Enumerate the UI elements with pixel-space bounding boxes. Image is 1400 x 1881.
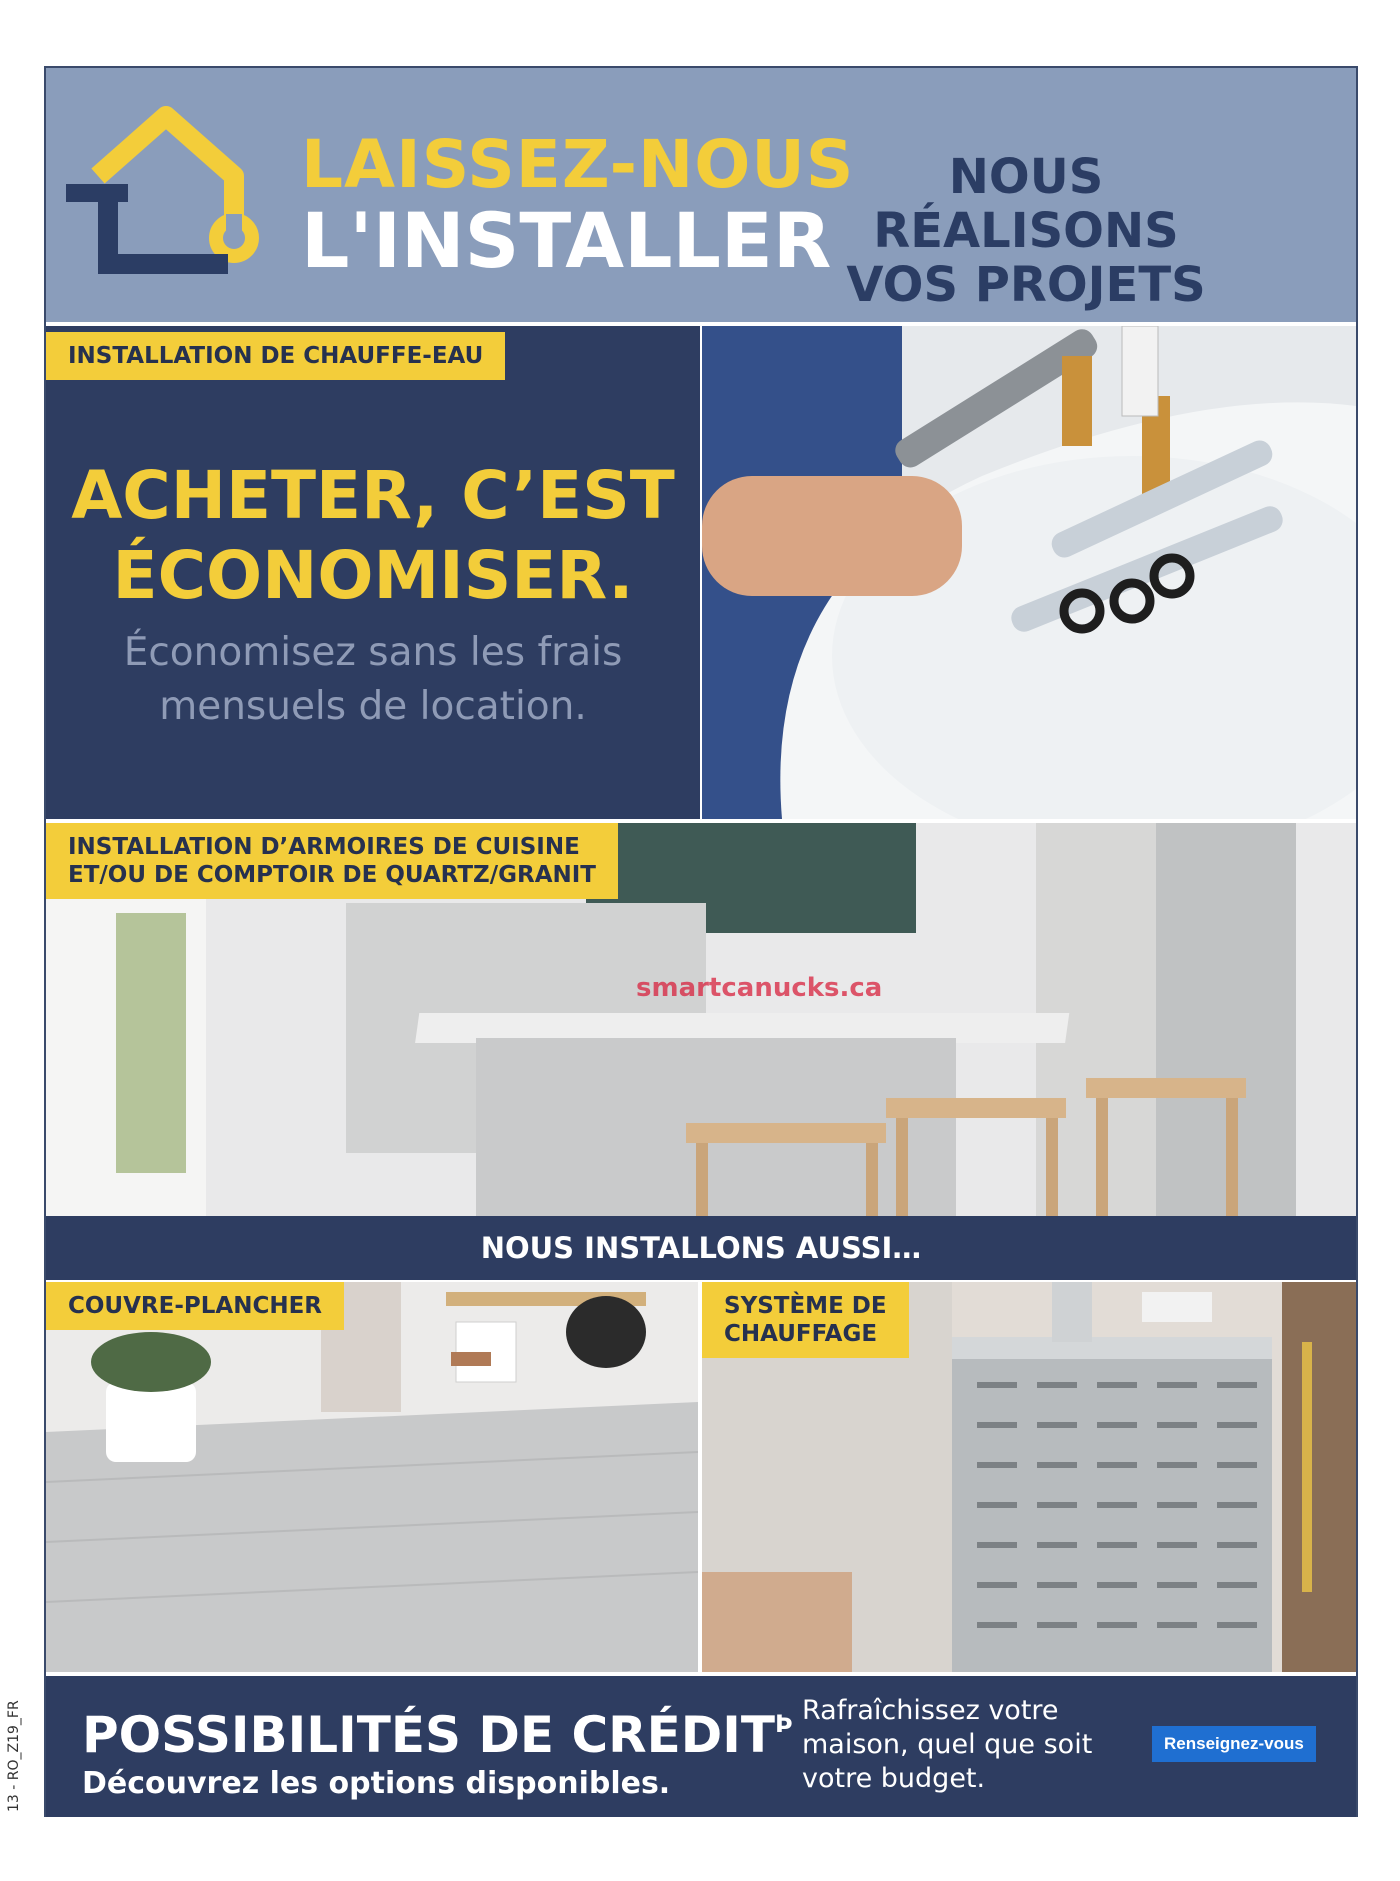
flooring-section <box>46 1282 698 1672</box>
credit-subtitle: Découvrez les options disponibles. <box>82 1766 671 1801</box>
tagline-line-2: VOS PROJETS <box>846 257 1206 313</box>
brand-line-2: L'INSTALLER <box>301 196 832 285</box>
watermark: smartcanucks.ca <box>636 973 883 1003</box>
credit-footer <box>46 1676 1356 1817</box>
page-code: 13 - RO_Z19_FR <box>6 1700 22 1812</box>
credit-message <box>802 1694 1112 1796</box>
credit-title <box>82 1706 793 1764</box>
credit-title-mark: Þ <box>775 1710 793 1738</box>
heating-section <box>702 1282 1356 1672</box>
learn-more-button[interactable]: Renseignez-vous <box>1152 1726 1316 1762</box>
heating-tag-line-2: CHAUFFAGE <box>724 1321 878 1347</box>
kitchen-tag <box>46 823 618 899</box>
flooring-tag: COUVRE-PLANCHER <box>46 1282 344 1330</box>
house-wrench-icon <box>66 106 266 276</box>
tagline-line-1: NOUS RÉALISONS <box>873 149 1179 259</box>
heating-tag-line-1: SYSTÈME DE <box>724 1293 887 1319</box>
flyer-page <box>44 66 1358 1817</box>
brand-line-1: LAISSEZ-NOUS <box>301 126 855 203</box>
headline-line-2: ÉCONOMISER. <box>112 537 634 614</box>
tagline <box>806 150 1246 312</box>
also-install-banner: NOUS INSTALLONS AUSSI… <box>46 1216 1356 1280</box>
water-heater-text-panel <box>46 326 700 819</box>
water-heater-photo <box>702 326 1356 819</box>
flooring-photo <box>46 1282 698 1672</box>
credit-message-line-3: votre budget. <box>802 1763 986 1794</box>
water-heater-section <box>46 326 1356 819</box>
sub-line-1: Économisez sans les frais <box>123 630 623 675</box>
headline-line-1: ACHETER, C’EST <box>71 457 675 534</box>
header <box>46 68 1356 322</box>
heating-tag <box>702 1282 909 1358</box>
sub-line-2: mensuels de location. <box>159 684 587 729</box>
kitchen-tag-line-2: ET/OU DE COMPTOIR DE QUARTZ/GRANIT <box>68 862 597 888</box>
kitchen-section <box>46 823 1356 1216</box>
credit-message-line-1: Rafraîchissez votre <box>802 1695 1059 1726</box>
credit-title-text: POSSIBILITÉS DE CRÉDIT <box>82 1706 776 1764</box>
credit-message-line-2: maison, quel que soit <box>802 1729 1093 1760</box>
water-heater-tag: INSTALLATION DE CHAUFFE-EAU <box>46 332 505 380</box>
kitchen-tag-line-1: INSTALLATION D’ARMOIRES DE CUISINE <box>68 834 580 860</box>
